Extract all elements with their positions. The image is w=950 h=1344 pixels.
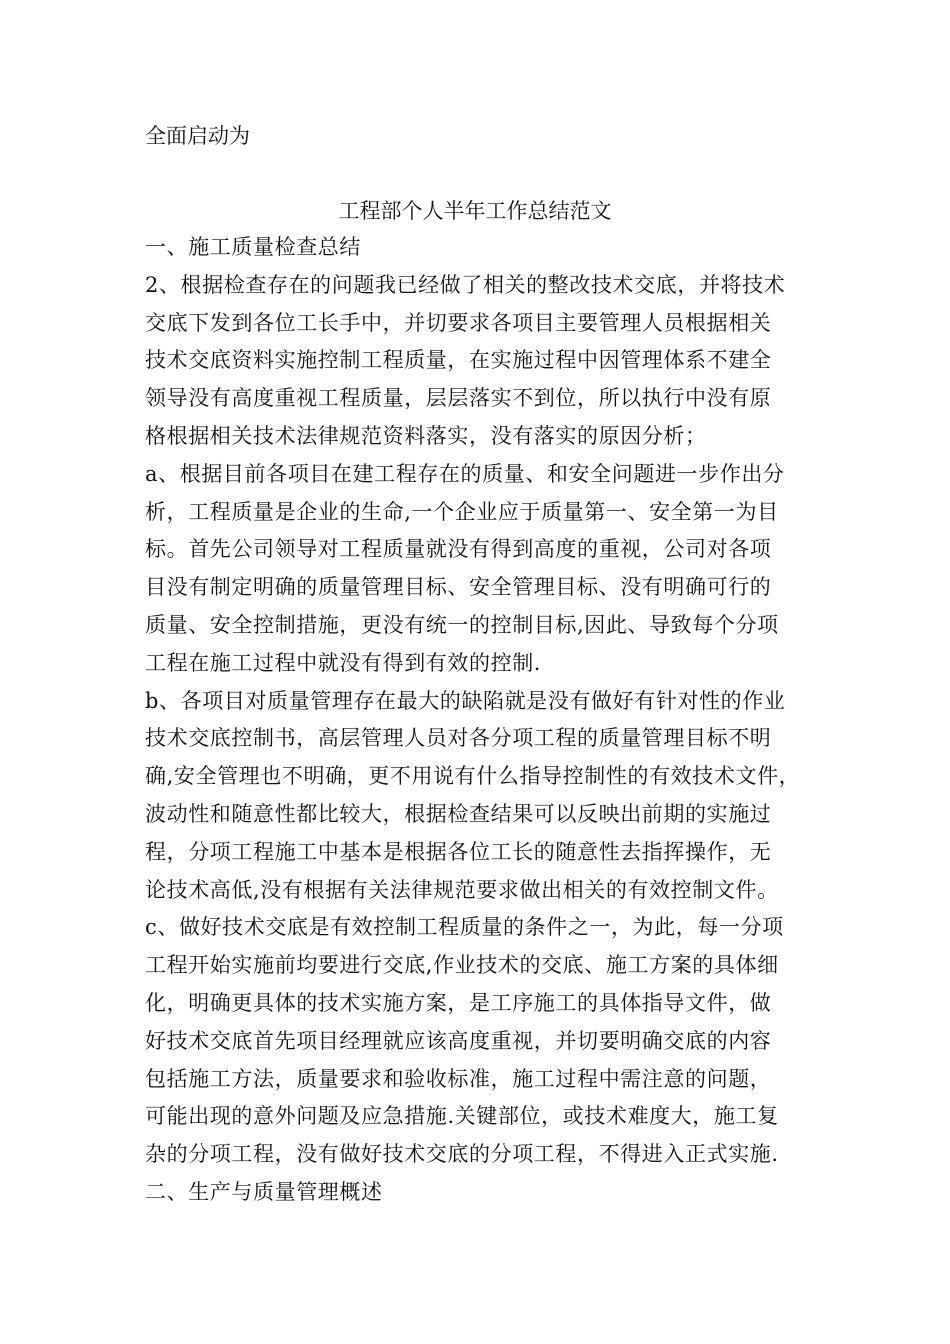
text-line: b、各项目对质量管理存在最大的缺陷就是没有做好有针对性的作业	[145, 688, 786, 713]
text-line: a、根据目前各项目在建工程存在的质量、和安全问题进一步作出分	[145, 461, 785, 486]
text-line: 可能出现的意外问题及应急措施.关键部位，或技术难度大，施工复	[145, 1104, 779, 1129]
text-line: 领导没有高度重视工程质量，层层落实不到位，所以执行中没有原	[145, 386, 772, 411]
text-line: 技术交底资料实施控制工程质量，在实施过程中因管理体系不建全	[145, 348, 772, 373]
document-body	[145, 229, 825, 1212]
text-line: 化，明确更具体的技术实施方案，是工序施工的具体指导文件，做	[145, 990, 772, 1015]
text-line: 格根据相关技术法律规范资料落实，没有落实的原因分析；	[145, 423, 707, 448]
header-fragment: 全面启动为	[145, 124, 250, 148]
document-title: 工程部个人半年工作总结范文	[338, 199, 612, 223]
text-line: 程，分项工程施工中基本是根据各位工长的随意性去指挥操作，无	[145, 839, 772, 864]
text-line: 交底下发到各位工长手中，并切要求各项目主要管理人员根据相关	[145, 310, 772, 335]
text-line: 一、施工质量检查总结	[145, 235, 361, 259]
text-line: 论技术高低,没有根据有关法律规范要求做出相关的有效控制文件。	[145, 877, 779, 902]
text-line: 目没有制定明确的质量管理目标、安全管理目标、没有明确可行的	[145, 575, 772, 600]
text-line: 确,安全管理也不明确，更不用说有什么指导控制性的有效技术文件，	[145, 764, 801, 789]
text-line: c、做好技术交底是有效控制工程质量的条件之一，为此，每一分项	[145, 915, 784, 940]
text-line: 工程在施工过程中就没有得到有效的控制.	[145, 650, 542, 675]
text-line: 质量、安全控制措施，更没有统一的控制目标,因此、导致每个分项	[145, 612, 779, 637]
text-line: 杂的分项工程，没有做好技术交底的分项工程，不得进入正式实施.	[145, 1142, 779, 1167]
text-line: 2、根据检查存在的问题我已经做了相关的整改技术交底，并将技术	[145, 272, 786, 297]
text-line: 析，工程质量是企业的生命,一个企业应于质量第一、安全第一为目	[145, 499, 779, 524]
text-line: 标。首先公司领导对工程质量就没有得到高度的重视，公司对各项	[145, 537, 772, 562]
text-line: 波动性和随意性都比较大，根据检查结果可以反映出前期的实施过	[145, 801, 772, 826]
text-line: 技术交底控制书，高层管理人员对各分项工程的质量管理目标不明	[145, 726, 772, 751]
text-line: 工程开始实施前均要进行交底,作业技术的交底、施工方案的具体细	[145, 953, 779, 978]
text-line: 包括施工方法，质量要求和验收标准，施工过程中需注意的问题，	[145, 1066, 772, 1091]
text-line: 二、生产与质量管理概述	[145, 1179, 383, 1204]
text-line: 好技术交底首先项目经理就应该高度重视，并切要明确交底的内容	[145, 1028, 772, 1053]
